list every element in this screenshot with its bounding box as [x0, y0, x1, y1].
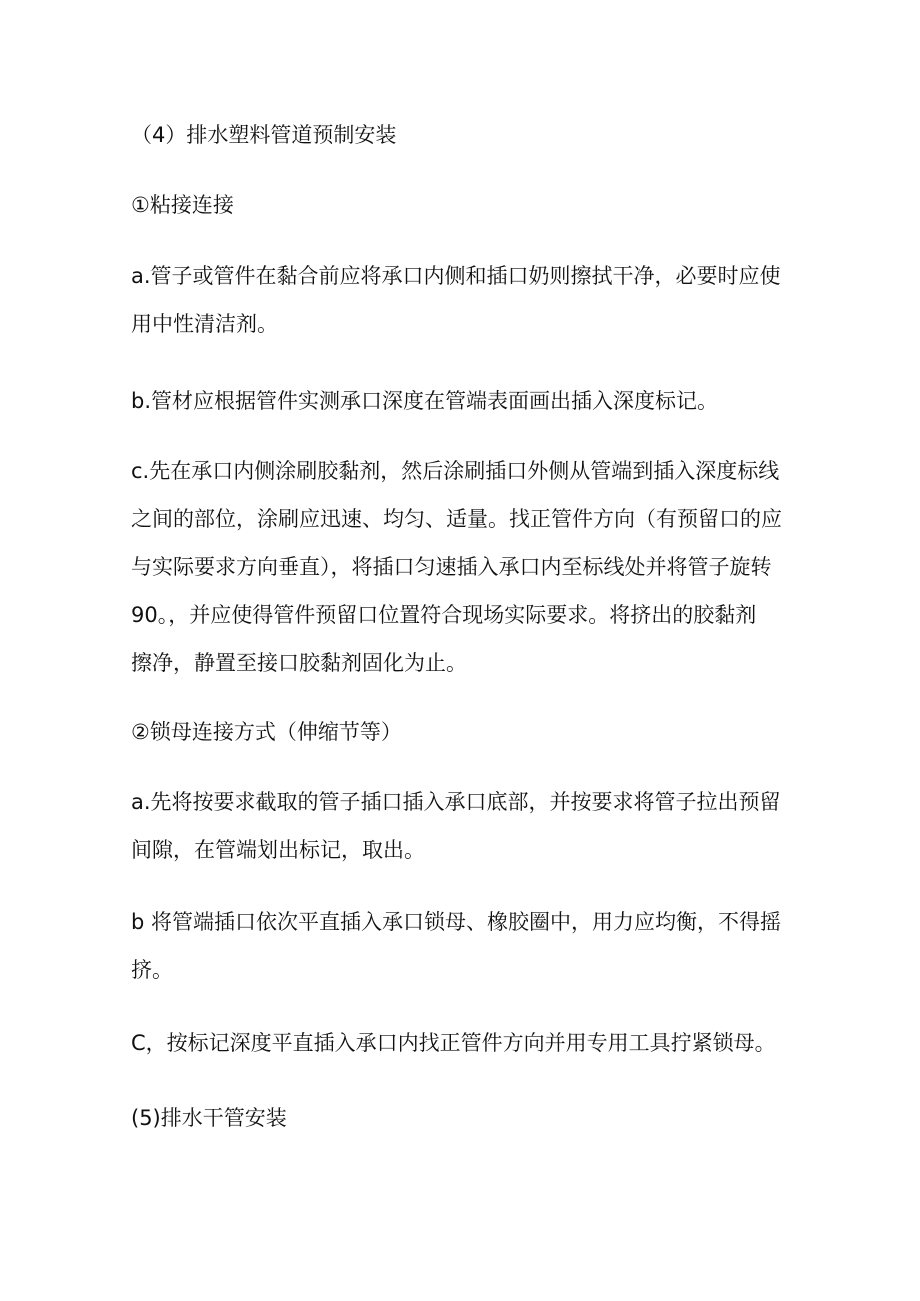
- text-line: b 将管端插口依次平直插入承口锁母、橡胶圈中，用力应均衡，不得摇: [131, 910, 782, 934]
- text-line: 与实际要求方向垂直），将插口匀速插入承口内至标线处并将管子旋转: [131, 555, 772, 579]
- text-line: 之间的部位，涂刷应迅速、均匀、适量。找正管件方向（有预留口的应: [131, 507, 782, 531]
- text-line: 间隙，在管端划出标记，取出。: [131, 838, 425, 862]
- paragraph-item-c: [131, 447, 796, 687]
- text-line: ②锁母连接方式（伸缩节等）: [131, 720, 402, 744]
- text-line: a.先将按要求截取的管子插口插入承口底部，并按要求将管子拉出预留: [131, 790, 781, 814]
- text-line: C，按标记深度平直插入承口内找正管件方向并用专用工具拧紧锁母。: [131, 1031, 776, 1055]
- section-heading-5: [131, 1094, 796, 1142]
- text-line: 挤。: [131, 958, 173, 982]
- text-line: c.先在承口内侧涂刷胶黏剂，然后涂刷插口外侧从管端到插入深度标线: [131, 459, 780, 483]
- subsection-adhesive-joint: [131, 181, 796, 229]
- text-line: 擦净，静置至接口胶黏剂固化为止。: [131, 651, 467, 675]
- section-heading-4: [131, 111, 796, 159]
- text-line: 用中性清洁剂。: [131, 312, 278, 336]
- text-line: (5)排水干管安装: [131, 1106, 287, 1130]
- paragraph-item-2a: [131, 778, 796, 874]
- subsection-lock-nut-joint: [131, 708, 796, 756]
- text-line: （4）排水塑料管道预制安装: [131, 123, 397, 147]
- paragraph-item-2c: [131, 1019, 796, 1067]
- text-line: ①粘接连接: [131, 193, 234, 217]
- paragraph-item-2b: [131, 898, 796, 994]
- text-line: b.管材应根据管件实测承口深度在管端表面画出插入深度标记。: [131, 389, 719, 413]
- paragraph-item-a: [131, 252, 796, 348]
- text-line: a.管子或管件在黏合前应将承口内侧和插口奶则擦拭干净，必要时应使: [131, 264, 781, 288]
- paragraph-item-b: [131, 377, 796, 425]
- text-line: 90。，并应使得管件预留口位置符合现场实际要求。将挤出的胶黏剂: [131, 603, 757, 627]
